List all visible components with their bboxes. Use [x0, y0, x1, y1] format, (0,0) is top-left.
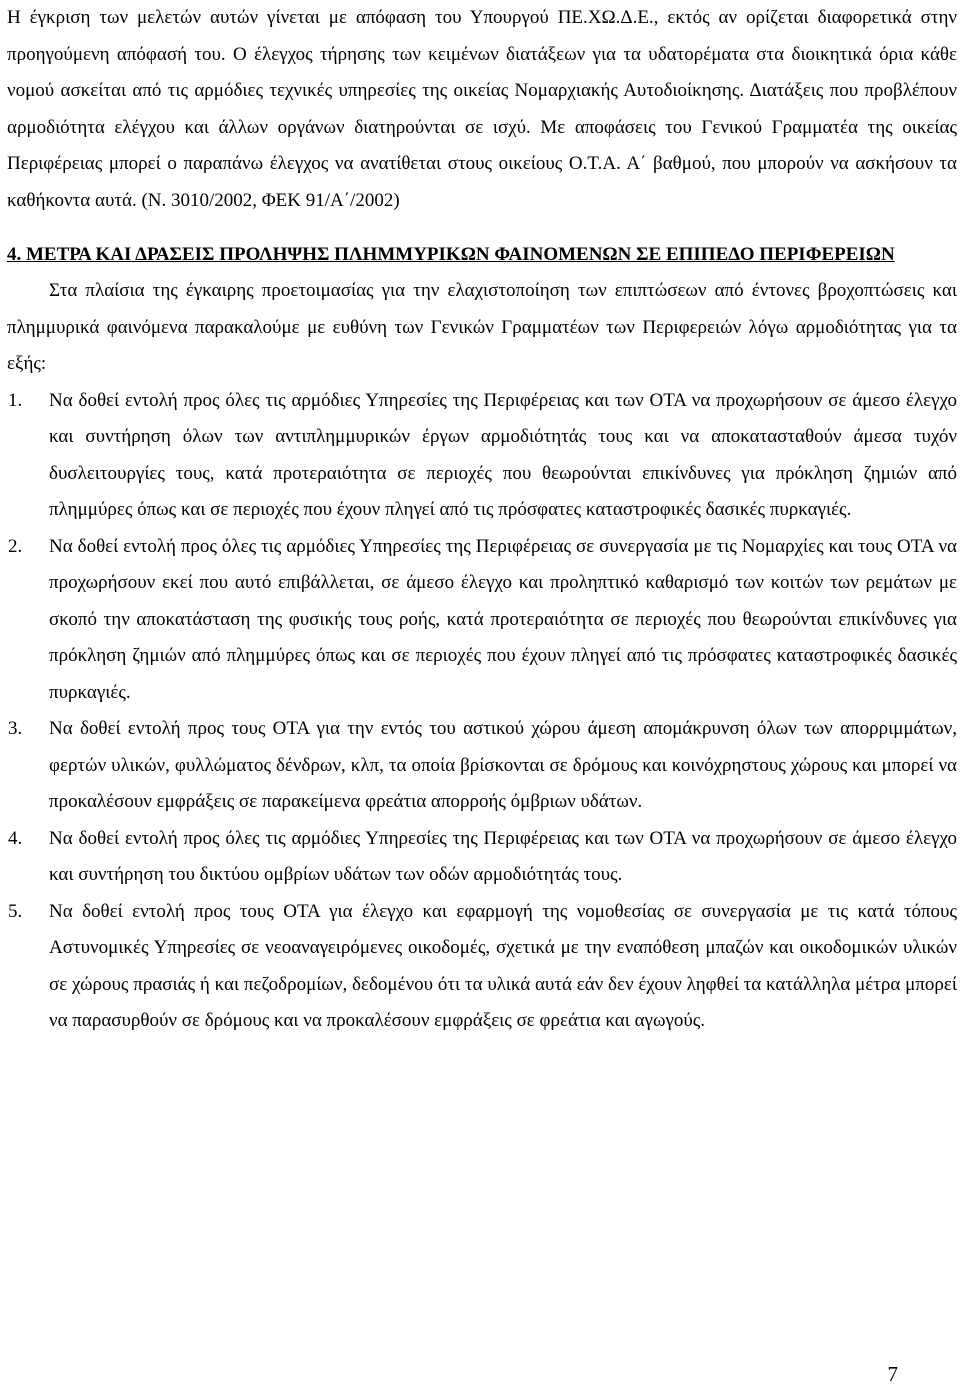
- list-item: [7, 821, 957, 894]
- section-heading: [7, 237, 957, 273]
- intro-paragraph: Η έγκριση των μελετών αυτών γίνεται με απόφαση του Υπουργού ΠΕ.ΧΩ.Δ.Ε., εκτός αν ορίζεται διαφορετικά στην προηγούμενη απόφασή του. Ο έλεγχος τήρησης των κειμένων διατάξεων για τα υδατορέματα στα διοικητικά όρια κάθε νομού ασκείται από τις αρμόδιες τεχνικές υπηρεσίες της οικείας Νομαρχιακής Αυτοδιοίκησης. Διατάξεις που προβλέπουν αρμοδιότητα ελέγχου και άλλων οργάνων διατηρούνται σε ισχύ. Με αποφάσεις του Γενικού Γραμματέα της οικείας Περιφέρειας μπορεί ο παραπάνω έλεγχος να ανατίθεται στους οικείους Ο.Τ.Α. Α΄ βαθμού, που μπορούν να ασκήσουν τα καθήκοντα αυτά. (Ν. 3010/2002, ΦΕΚ 91/Α΄/2002): [7, 7, 957, 211]
- list-item-text: Να δοθεί εντολή προς όλες τις αρμόδιες Υπηρεσίες της Περιφέρειας σε συνεργασία με τις Νομαρχίες και τους ΟΤΑ να προχωρήσουν εκεί που αυτό επιβάλλεται, σε άμεσο έλεγχο και προληπτικό καθαρισμό των κοιτών των ρεμάτων με σκοπό την αποκατάσταση της φυσικής τους ροής, κατά προτεραιότητα σε περιοχές που θεωρούνται επικίνδυνες για πρόκληση ζημιών από πλημμύρες όπως και σε περιοχές που έχουν πληγεί από τις πρόσφατες καταστροφικές δασικές πυρκαγιές.: [49, 535, 957, 703]
- list-item-text: Να δοθεί εντολή προς όλες τις αρμόδιες Υπηρεσίες της Περιφέρειας και των ΟΤΑ να προχωρήσουν σε άμεσο έλεγχο και συντήρηση όλων των αντιπλημμυρικών έργων αρμοδιότητάς τους και να αποκατασταθούν άμεσα τυχόν δυσλειτουργίες τους, κατά προτεραιότητα σε περιοχές που θεωρούνται επικίνδυνες για πρόκληση ζημιών από πλημμύρες όπως και σε περιοχές που έχουν πληγεί από τις πρόσφατες καταστροφικές δασικές πυρκαγιές.: [49, 389, 957, 520]
- section-intro-paragraph: Στα πλαίσια της έγκαιρης προετοιμασίας για την ελαχιστοποίηση των επιπτώσεων από έντονες βροχοπτώσεις και πλημμυρικά φαινόμενα παρακαλούμε με ευθύνη των Γενικών Γραμματέων των Περιφερειών λόγω αρμοδιότητας για τα εξής:: [7, 280, 957, 374]
- list-item: [7, 894, 957, 1040]
- section-number: 4.: [7, 244, 22, 265]
- list-item-text: Να δοθεί εντολή προς όλες τις αρμόδιες Υπηρεσίες της Περιφέρειας και των ΟΤΑ να προχωρήσουν σε άμεσο έλεγχο και συντήρηση του δικτύου ομβρίων υδάτων των οδών αρμοδιότητάς τους.: [49, 827, 957, 885]
- list-item: [7, 711, 957, 821]
- measures-list: [7, 383, 957, 1040]
- list-item-marker: 1.: [8, 389, 23, 411]
- list-item-text: Να δοθεί εντολή προς τους ΟΤΑ για έλεγχο και εφαρμογή της νομοθεσίας σε συνεργασία με τις κατά τόπους Αστυνομικές Υπηρεσίες σε νεοαναγειρόμενες οικοδομές, σχετικά με την εναπόθεση μπαζών και οικοδομικών υλικών σε χώρους πρασιάς ή και πεζοδρομίων, δεδομένου ότι τα υλικά αυτά εάν δεν έχουν ληφθεί τα κατάλληλα μέτρα μπορεί να παρασυρθούν σε δρόμους και να προκαλέσουν εμφράξεις σε φρεάτια και αγωγούς.: [49, 900, 957, 1031]
- list-item-marker: 2.: [8, 535, 23, 557]
- list-item-marker: 3.: [8, 718, 23, 739]
- document-page: [7, 0, 957, 1040]
- list-item-text: Να δοθεί εντολή προς τους ΟΤΑ για την εντός του αστικού χώρου άμεση απομάκρυνση όλων των απορριμμάτων, φερτών υλικών, φυλλώματος δένδρων, κλπ, τα οποία βρίσκονται σε δρόμους και κοινόχρηστους χώρους και μπορεί να προκαλέσουν εμφράξεις σε παρακείμενα φρεάτια απορροής όμβριων υδάτων.: [49, 718, 957, 812]
- list-item: [7, 529, 957, 712]
- list-item: [7, 383, 957, 529]
- section-title: ΜΕΤΡΑ ΚΑΙ ΔΡΑΣΕΙΣ ΠΡΟΛΗΨΗΣ ΠΛΗΜΜΥΡΙΚΩΝ ΦΑΙΝΟΜΕΝΩΝ ΣΕ ΕΠΙΠΕΔΟ ΠΕΡΙΦΕΡΕΙΩΝ: [26, 244, 895, 265]
- page-number: 7: [887, 1362, 898, 1386]
- list-item-marker: 5.: [8, 900, 23, 922]
- list-item-marker: 4.: [8, 827, 23, 849]
